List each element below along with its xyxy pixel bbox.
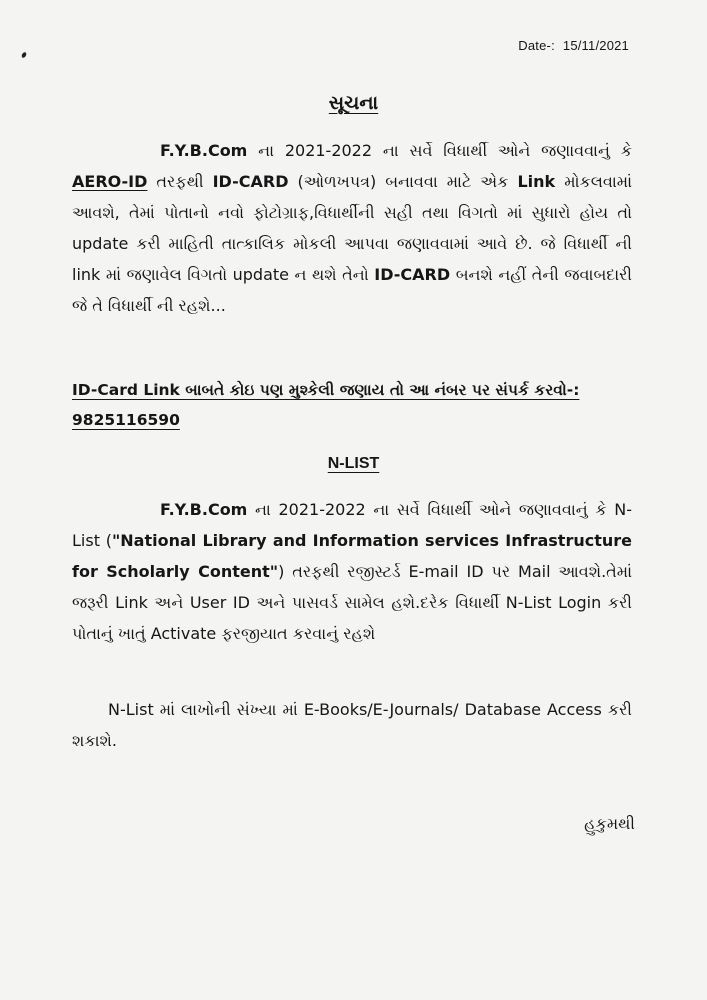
access-text: Access — [547, 700, 602, 719]
date-label: Date-: — [518, 38, 555, 53]
text-span: ફરજીયાત કરવાનું રહશે — [216, 624, 376, 643]
helpline-notice: ID-Card Link બાબતે કોઇ પણ મુશ્કેલી જણાય તો આ નંબર પર સંપર્ક કરવો-: 9825116590 — [72, 381, 580, 429]
text-span: બનશે નહીં તેની જવાબદારી જે તે વિધાર્થી ની રહશે... — [72, 265, 632, 315]
text-span: N-List માં લાખોની સંખ્યા માં E-Books/E-Journals/ Database — [108, 700, 547, 719]
id-card-paragraph — [72, 135, 632, 321]
aero-id-text: AERO-ID — [72, 172, 148, 191]
nlist-paragraph — [72, 494, 632, 649]
nlist-access-text — [72, 694, 632, 756]
course-name: F.Y.B.Com — [160, 141, 248, 160]
link-text: Link — [517, 172, 556, 191]
closing-signature: હુકુમથી — [584, 814, 635, 833]
course-name-2: F.Y.B.Com — [160, 500, 248, 519]
nlist-paragraph-text — [72, 494, 632, 649]
text-span: ના 2021-2022 ના સર્વે વિધાર્થી ઓને જણાવવાનું કે — [247, 141, 632, 160]
text-span: ના 2021-2022 ના સર્વે વિધાર્થી ઓને જણાવવાનું કે N-List ( — [72, 500, 632, 550]
id-card-text: ID-CARD — [212, 172, 289, 191]
notice-title-text: સૂચના — [328, 92, 379, 114]
activate-text: Activate — [150, 624, 217, 643]
text-span: મોકલવામાં આવશે, તેમાં પોતાનો નવો ફોટોગ્રાફ,વિધાર્થીની સહી તથા વિગતો માં સુધારો હોય તો update કરી માહિતી તાત્કાલિક મોકલી આપવા જણાવવામાં આવે છે. જે વિધાર્થી ની link માં જણાવેલ વિગતો update ન થશે તેનો — [72, 172, 632, 284]
date-line — [518, 38, 629, 53]
text-span: તરફથી — [147, 172, 213, 191]
id-card-text-2: ID-CARD — [374, 265, 451, 284]
nlist-access-paragraph — [72, 694, 632, 756]
nlist-heading: N-LIST — [327, 455, 380, 472]
date-value: 15/11/2021 — [562, 38, 629, 53]
text-span: કરી શકાશે. — [72, 700, 632, 750]
nlist-fullform: "National Library and Information services Infrastructure for Scholarly Content" — [72, 531, 633, 581]
id-card-paragraph-text — [72, 135, 632, 321]
text-span: ) તરફથી રજીસ્ટર્ડ E-mail ID પર Mail આવશે.તેમાં જરૂરી Link અને User ID અને પાસવર્ડ સામેલ હશે.દરેક વિધાર્થી N-List Login કરી પોતાનું ખાતું — [72, 562, 632, 643]
text-span: (ઓળખપત્ર) બનાવવા માટે એક — [288, 172, 518, 191]
notice-title — [0, 92, 707, 114]
ink-mark — [21, 51, 27, 58]
